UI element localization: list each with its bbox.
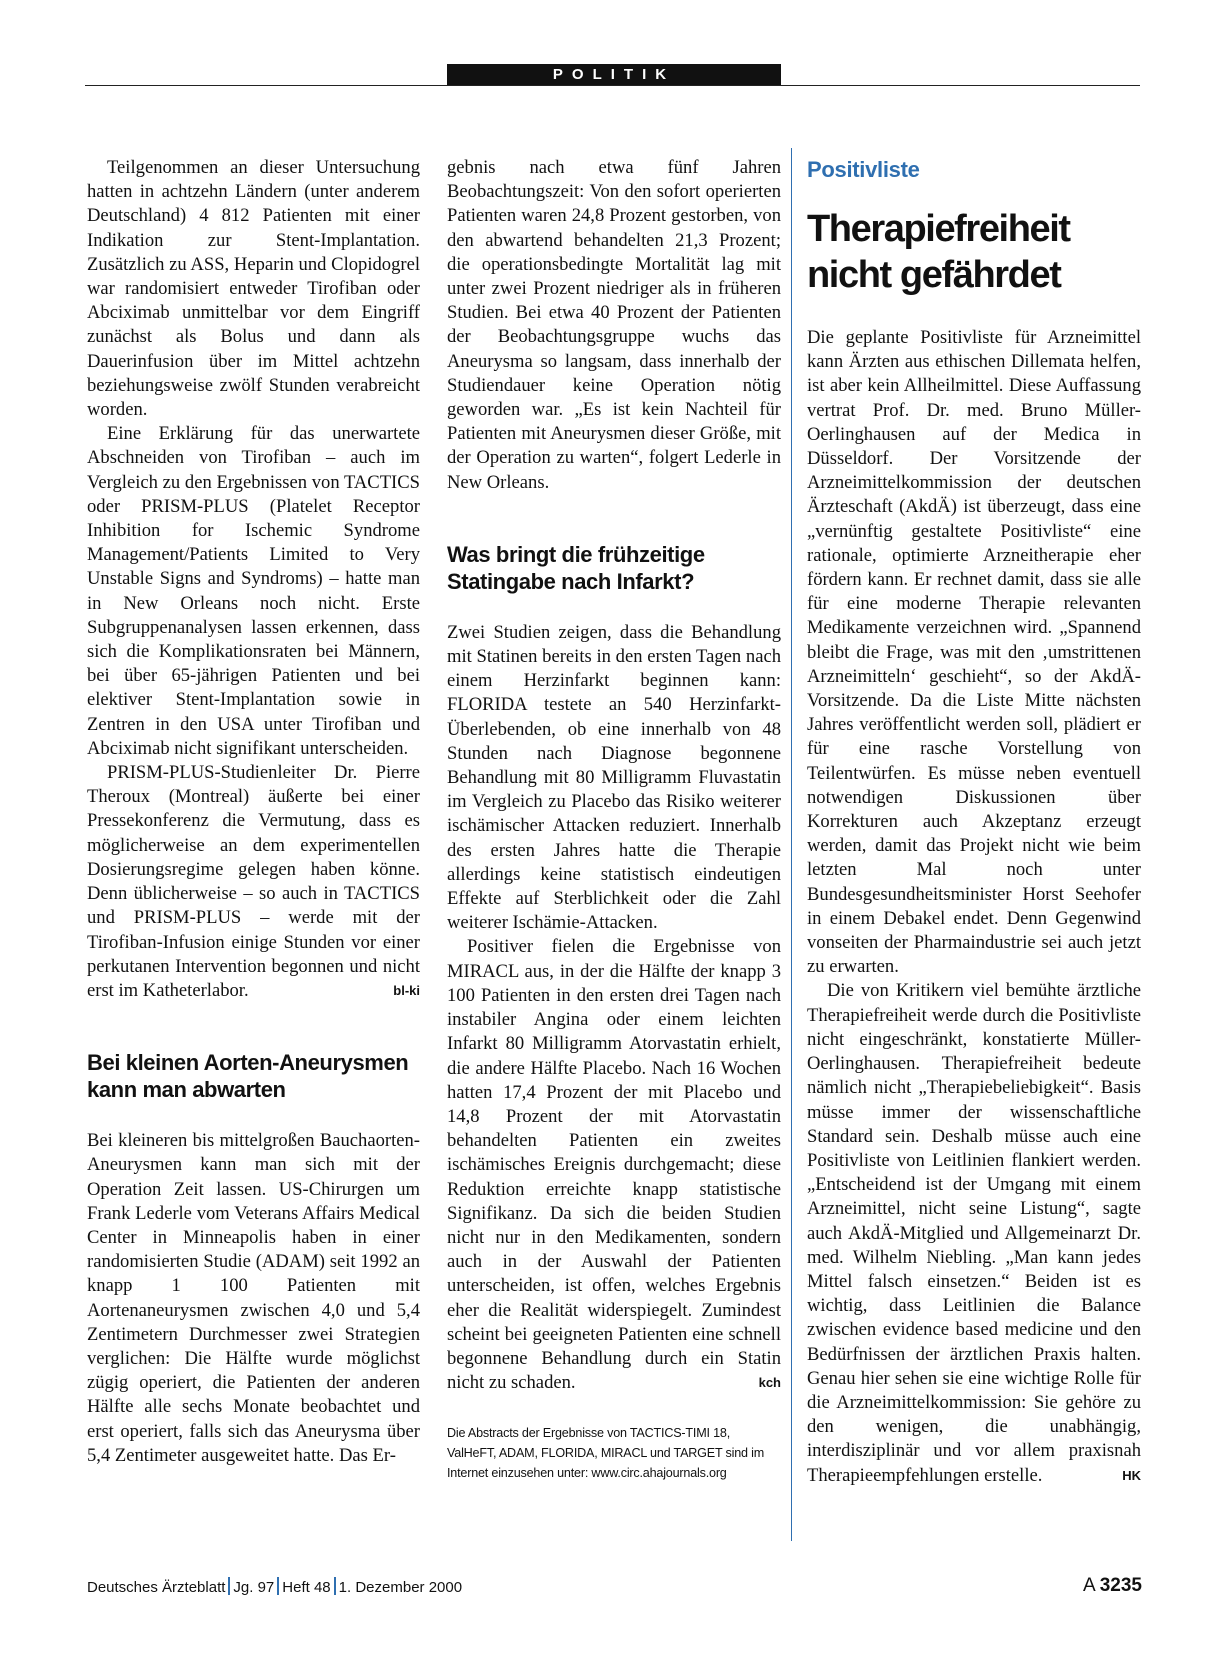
- journal-issue: Heft 48: [282, 1579, 331, 1596]
- page-prefix: A: [1083, 1575, 1096, 1596]
- section-label: POLITIK: [447, 64, 781, 85]
- footer-separator: [228, 1577, 230, 1595]
- col1-paragraph-3-text: PRISM-PLUS-Studienleiter Dr. Pierre Theroux (Montreal) äußerte bei einer Pressekonferenz die Vermutung, dass es möglicherweise an dem experimentellen Dosierungsregime gelegen haben könne. Denn üblicherweise – so auch in TACTICS und PRISM-PLUS – werde mit der Tirofiban-Infusion einige Stunden vor einer perkutanen Intervention begonnen und nicht erst im Katheterlabor.: [87, 762, 420, 1001]
- col1-paragraph-4: Bei kleineren bis mittelgroßen Bauchaorten-Aneurysmen kann man sich mit der Operation Zeit lassen. US-Chirurgen um Frank Lederle vom Veterans Affairs Medical Center in Minneapolis haben in einer randomisierten Studie (ADAM) seit 1992 an knapp 1 100 Patienten mit Aortenaneurysmen zwischen 4,0 und 5,4 Zentimetern Durchmesser zwei Strategien verglichen: Die Hälfte wurde möglichst zügig operiert, die Patienten der anderen Hälfte alle sechs Monate beobachtet und erst operiert, falls sich das Aneurysma über 5,4 Zentimeter ausgeweitet hatte. Das Er-: [87, 1130, 420, 1466]
- col3-paragraph-2: [807, 979, 1141, 1487]
- col2-paragraph-3-text: Positiver fielen die Ergebnisse von MIRACL aus, in der die Hälfte der knapp 3 100 Patienten in den ersten drei Tagen nach instabiler Angina oder einem leichten Infarkt 80 Milligramm Atorvastatin erhielt, die andere Hälfte Placebo. Nach 16 Wochen hatten 17,4 Prozent der mit Placebo und 14,8 Prozent der mit Atorvastatin behandelten Patienten ein zweites ischämisches Ereignis durchgemacht; diese Reduktion erreichte knapp statistische Signifikanz. Da sich die beiden Studien nicht nur in den Medikamenten, sondern auch in der Auswahl der Patienten unterscheiden, ist offen, welches Ergebnis eher die Realität widerspiegelt. Zumindest scheint bei geeigneten Patienten eine schnell begonnene Behandlung durch ein Statin nicht zu schaden.: [447, 936, 781, 1394]
- col3-paragraph-2-text: Die von Kritikern viel bemühte ärztliche Therapiefreiheit werde durch die Positivliste nicht eingeschränkt, konstatierte Müller-Oerlinghausen. Therapiefreiheit bedeute nämlich nicht „Therapiebeliebigkeit“. Basis müsse immer der wissenschaftliche Standard sein. Deshalb müsse auch eine Positivliste von Leitlinien flankiert werden. „Entscheidend ist der Umgang mit einem Arzneimittel, nicht seine Listung“, sagte auch AkdÄ-Mitglied und Allgemeinarzt Dr. med. Wilhelm Niebling. „Man kann jedes Mittel falsch einsetzen.“ Beiden ist es wichtig, dass Leitlinien die Balance zwischen evidence based medicine und den Bedürfnissen der ärztlichen Praxis halten. Genau hier sehen sie eine wichtige Rolle für die Arzneimittelkommission: Sie gehöre zu den wenigen, die unabhängig, interdisziplinär und vor allem praxisnah Therapieempfehlungen erstelle.: [807, 980, 1141, 1486]
- column-divider: [791, 148, 792, 1541]
- journal-name: Deutsches Ärzteblatt: [87, 1579, 226, 1596]
- kicker: Positivliste: [807, 157, 920, 182]
- footer-separator: [334, 1577, 336, 1595]
- col2-paragraph-1: gebnis nach etwa fünf Jahren Beobachtungszeit: Von den sofort operierten Patienten waren 24,8 Prozent gestorben, von den abwartend behandelten 21,3 Prozent; die operationsbedingte Mortalität lag mit unter zwei Prozent niedriger als in früheren Studien. Bei etwa 40 Prozent der Patienten der Beobachtungsgruppe wuchs das Aneurysma so langsam, dass innerhalb der Studiendauer keine Operation nötig geworden war. „Es ist kein Nachteil für Patienten mit Aneurysmen dieser Größe, mit der Operation zu warten“, folgert Lederle in New Orleans.: [447, 157, 781, 493]
- page-number: [1083, 1573, 1142, 1599]
- page-footer: [87, 1575, 1142, 1601]
- col2-paragraph-3: [447, 935, 781, 1395]
- col1-paragraph-1: Teilgenommen an dieser Untersuchung hatten in achtzehn Ländern (unter anderem Deutschland) 4 812 Patienten mit einer Indikation zur Stent-Implantation. Zusätzlich zu ASS, Heparin und Clopidogrel war randomisiert entweder Tirofiban oder Abciximab unmittelbar vor dem Eingriff zunächst als Bolus und dann als Dauerinfusion über im Mittel achtzehn beziehungsweise zwölf Stunden verabreicht worden.: [87, 157, 420, 421]
- author-signature: bl-ki: [393, 982, 420, 998]
- author-signature: kch: [758, 1375, 781, 1391]
- author-signature: HK: [1122, 1467, 1141, 1483]
- column-2: [447, 156, 781, 1483]
- col1-paragraph-3: [87, 761, 420, 1003]
- subheading-statingabe: Was bringt die frühzeitige Statingabe nach Infarkt?: [447, 541, 705, 594]
- column-3: [807, 156, 1141, 1488]
- col2-paragraph-2: Zwei Studien zeigen, dass die Behandlung mit Statinen bereits in den ersten Tagen nach einem Herzinfarkt beginnen kann: FLORIDA testete an 540 Herzinfarkt-Überlebenden, ob eine innerhalb von 48 Stunden nach Diagnose begonnene Behandlung mit 80 Milligramm Fluvastatin im Vergleich zu Placebo das Risiko weiterer ischämischer Attacken reduziert. Innerhalb des ersten Jahres hatte die Therapie allerdings keine statistisch eindeutigen Effekte auf Sterblichkeit oder die Zahl weiterer Ischämie-Attacken.: [447, 621, 781, 934]
- col3-paragraph-1: Die geplante Positivliste für Arzneimittel kann Ärzten aus ethischen Dillemata helfen, ist aber kein Allheilmittel. Diese Auffassung vertrat Prof. Dr. med. Bruno Müller-Oerlinghausen auf der Medica in Düsseldorf. Der Vorsitzende der Arzneimittelkommission der deutschen Ärzteschaft (AkdÄ) ist überzeugt, dass eine „vernünftig gestaltete Positivliste“ eine rationale, optimierte Arzneitherapie eher fördern kann. Er rechnet damit, dass sie alle für eine moderne Therapie relevanten Medikamente verzeichnen wird. „Spannend bleibt die Frage, was mit den ‚umstrittenen Arzneimitteln‘ geschieht“, so der AkdÄ-Vorsitzende. Da die Liste Mitte nächsten Jahres veröffentlicht werden soll, plädiert er für eine rasche Vorstellung von Teilentwürfen. Es müsse neben eventuell notwendigen Diskussionen über Korrekturen auch Akzeptanz erzeugt werden, damit das Projekt nicht wie beim letzten Mal noch unter Bundesgesundheitsminister Horst Seehofer in einem Debakel endet. Denn Gegenwind vonseiten der Pharmaindustrie sei auch jetzt zu erwarten.: [807, 327, 1141, 978]
- col1-paragraph-2: Eine Erklärung für das unerwartete Abschneiden von Tirofiban – auch im Vergleich zu den Ergebnissen von TACTICS oder PRISM-PLUS (Platelet Receptor Inhibition for Ischemic Syndrome Management/Patients Limited to Very Unstable Signs and Syndroms) – hatte man in New Orleans noch nicht. Erste Subgruppenanalysen lassen erkennen, dass sich die Komplikationsraten bei Männern, bei über 65-jährigen Patienten und bei elektiver Stent-Implantation sowie in Zentren in den USA unter Tirofiban und Abciximab nicht signifikant unterscheiden.: [87, 423, 420, 759]
- journal-volume: Jg. 97: [233, 1579, 275, 1596]
- header-rule: [85, 85, 1140, 86]
- footer-separator: [277, 1577, 279, 1595]
- article-title: Therapiefreiheit nicht gefährdet: [807, 208, 1070, 296]
- footnote: Die Abstracts der Ergebnisse von TACTICS-TIMI 18, ValHeFT, ADAM, FLORIDA, MIRACL und TARGET sind im Internet einzusehen unter: www.circ.ahajournals.org: [447, 1426, 765, 1481]
- subheading-aneurysmen: Bei kleinen Aorten-Aneurysmen kann man abwarten: [87, 1050, 409, 1103]
- journal-date: 1. Dezember 2000: [338, 1579, 463, 1596]
- column-1: [87, 156, 420, 1468]
- page-number-value: 3235: [1099, 1575, 1142, 1596]
